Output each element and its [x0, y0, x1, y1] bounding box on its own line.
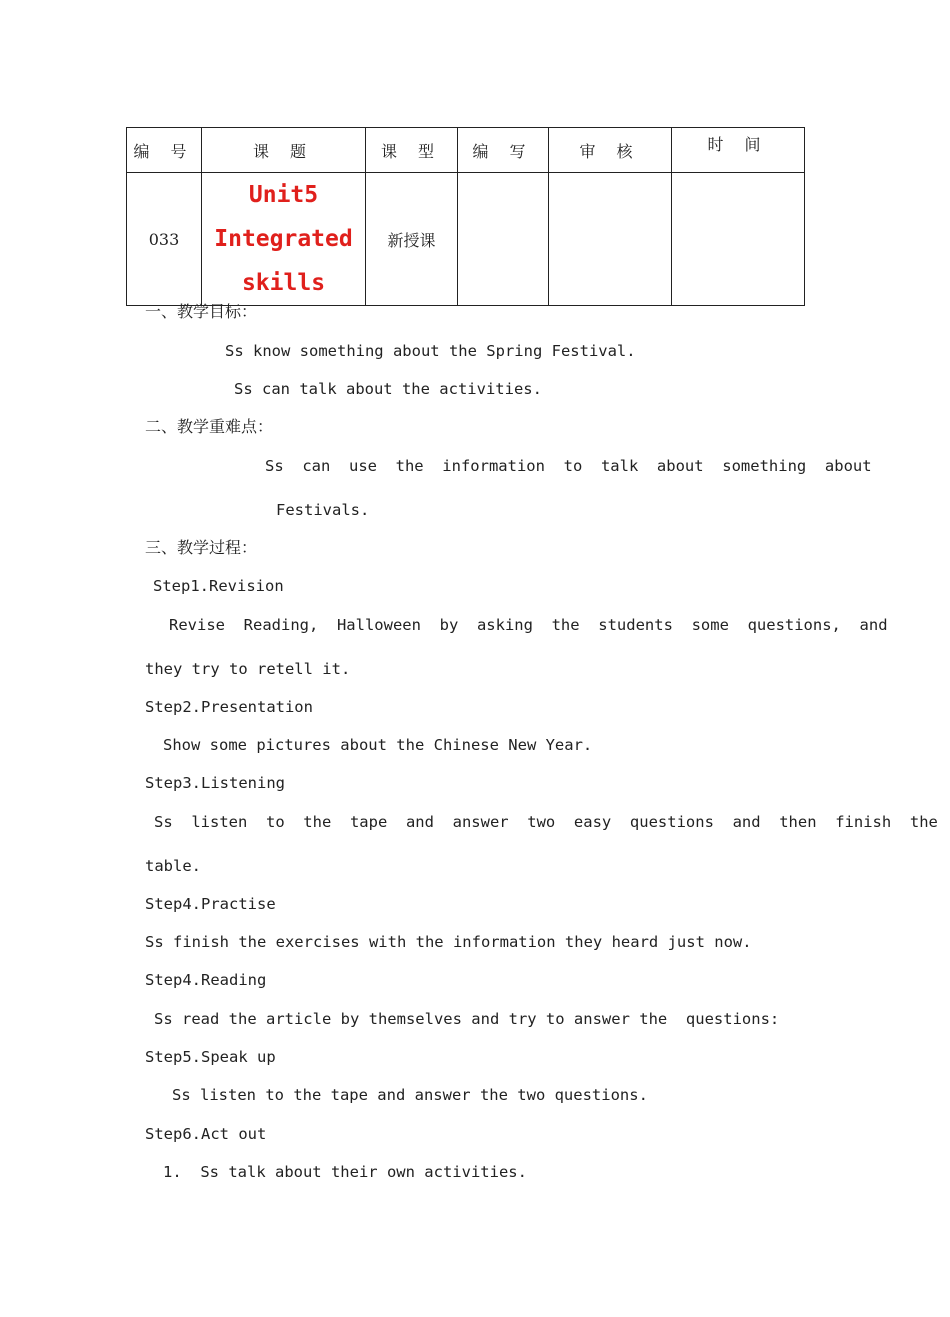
step-4-line-1: Ss finish the exercises with the information they heard just now.	[145, 933, 752, 951]
lesson-number: 033	[127, 173, 202, 306]
header-topic: 课 题	[202, 128, 366, 173]
header-writer: 编 写	[458, 128, 549, 173]
step-3-line-2: table.	[145, 857, 201, 875]
step-1-line-2: they try to retell it.	[145, 660, 351, 678]
objectives-heading: 一、教学目标：	[145, 302, 258, 321]
step-1-title: Step1.Revision	[153, 577, 284, 595]
header-reviewer: 审 核	[549, 128, 672, 173]
step-4b-title: Step4.Reading	[145, 971, 267, 989]
step-1-line-1: Revise Reading, Halloween by asking the students some questions, and	[169, 616, 888, 634]
step-5-title: Step5.Speak up	[145, 1048, 276, 1066]
lesson-title	[202, 173, 366, 306]
table-data-row	[127, 173, 805, 306]
step-6-title: Step6.Act out	[145, 1125, 267, 1143]
objective-line-2: Ss can talk about the activities.	[234, 380, 542, 398]
keypoint-line-1: Ss can use the information to talk about something about	[265, 457, 872, 475]
lesson-reviewer	[549, 173, 672, 306]
keypoint-line-2: Festivals.	[276, 501, 370, 519]
process-heading: 三、教学过程：	[145, 538, 258, 557]
step-6-line-1: 1. Ss talk about their own activities.	[163, 1163, 527, 1181]
lesson-time	[672, 173, 805, 306]
step-2-title: Step2.Presentation	[145, 698, 313, 716]
step-2-line-1: Show some pictures about the Chinese New Year.	[163, 736, 593, 754]
step-5-line-1: Ss listen to the tape and answer the two questions.	[172, 1086, 648, 1104]
table-header-row	[127, 128, 805, 173]
lesson-title-line-3: skills	[241, 270, 326, 296]
keypoints-heading: 二、教学重难点：	[145, 417, 274, 436]
lesson-title-line-1: Unit5	[248, 182, 319, 208]
step-4-title: Step4.Practise	[145, 895, 276, 913]
header-type: 课 型	[366, 128, 458, 173]
lesson-writer	[458, 173, 549, 306]
step-4b-line-1: Ss read the article by themselves and try to answer the questions:	[154, 1010, 780, 1028]
lesson-type: 新授课	[366, 173, 458, 306]
step-3-title: Step3.Listening	[145, 774, 285, 792]
lesson-info-table	[126, 127, 805, 306]
header-number: 编 号	[127, 128, 202, 173]
step-3-line-1: Ss listen to the tape and answer two easy questions and then finish the	[154, 813, 938, 831]
header-time: 时 间	[672, 128, 805, 173]
objective-line-1: Ss know something about the Spring Festival.	[225, 342, 636, 360]
lesson-title-line-2: Integrated	[214, 226, 353, 252]
